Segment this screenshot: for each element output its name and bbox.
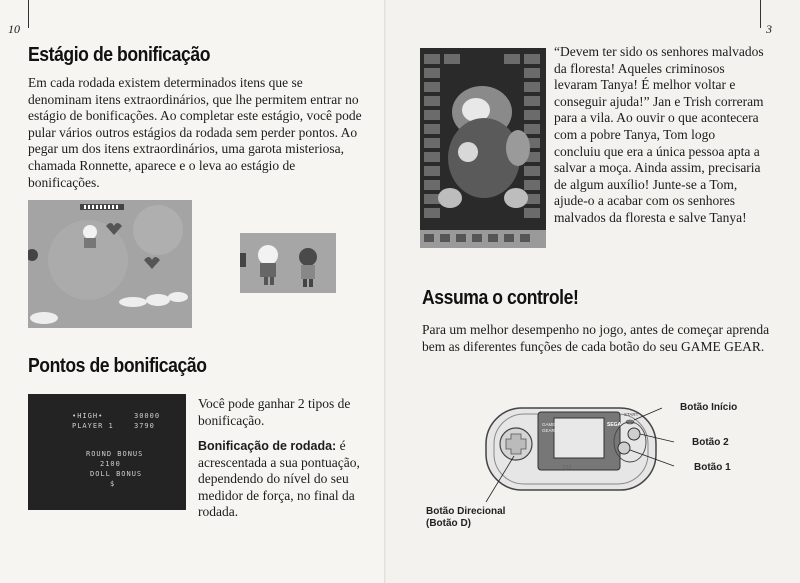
bonus-stage-heading: Estágio de bonificação [28, 44, 211, 66]
round-bonus-description [198, 438, 366, 521]
doll-bonus-value: $ [110, 480, 116, 488]
story-screenshot [420, 48, 546, 248]
dpad-label: Botão Direcional [426, 506, 506, 517]
controls-paragraph: Para um melhor desempenho no jogo, antes de começar aprenda bem as diferentes funções de cada botão do seu GAME GEAR. [422, 322, 770, 354]
left-page [0, 0, 386, 583]
svg-text:GAME: GAME [542, 422, 556, 427]
bonus-stage-characters-screenshot [240, 233, 336, 293]
start-button-text: START [624, 412, 639, 417]
crop-mark [28, 0, 29, 28]
svg-text:GEAR: GEAR [542, 428, 555, 433]
hi-score: 30000 [134, 412, 161, 420]
button-2-icon [628, 428, 640, 440]
button-1-label: Botão 1 [694, 462, 731, 473]
right-page [386, 0, 800, 583]
bonus-score-screen [28, 394, 186, 510]
hi-label: •HIGH• [72, 412, 104, 420]
crop-mark-right [760, 0, 761, 28]
dpad-label-sub: (Botão D) [426, 518, 471, 529]
page-number-left: 10 [8, 22, 20, 36]
round-bonus-text: é acrescentada a sua pontuação, dependendo do nível do seu medidor de força, no final da rodada. [198, 438, 360, 520]
page-number-right: 3 [766, 22, 772, 36]
round-bonus-label: ROUND BONUS [86, 450, 144, 458]
bonus-types-intro: Você pode ganhar 2 tipos de bonificação. [198, 396, 351, 428]
button-1-icon [618, 442, 630, 454]
start-button-label: Botão Início [680, 402, 738, 413]
bonus-stage-screenshot [28, 200, 192, 328]
round-bonus-value: 2100 [100, 460, 121, 468]
controls-heading: Assuma o controle! [422, 287, 579, 309]
brand-logo: SEGA [607, 422, 622, 428]
round-bonus-term: Bonificação de rodada: [198, 439, 337, 453]
bonus-points-heading: Pontos de bonificação [28, 355, 207, 377]
button-2-label: Botão 2 [692, 437, 729, 448]
player-score: 3790 [134, 422, 155, 430]
game-gear-diagram [466, 396, 706, 506]
story-paragraph: “Devem ter sido os senhores malvados da floresta! Aqueles criminosos levaram Tanya! É melhor voltar e conseguir ajuda!” Jan e Trish correram para a vila. Ao ouvir o que acontecera com a pobre Tanya, Tom logo concluiu que era a única pessoa apta a salvar a moça. Ainda assim, precisaria de algum auxílio! Junte-se a Tom, ajude-o a acabar com os senhores malvados da floresta e salve Tanya! [554, 44, 764, 225]
player-label: PLAYER 1 [72, 422, 114, 430]
bonus-stage-paragraph: Em cada rodada existem determinados itens que se denominam itens extraordinários, que lhe permitem entrar no estágio de bonificações. Ao completar este estágio, você pode pular vários outros estágios da rodada sem perder pontos. Ao pegar um dos itens extraordinários, uma garota misteriosa, chamada Ronnette, aparece e o leva ao estágio de bonificações. [28, 75, 362, 190]
doll-bonus-label: DOLL BONUS [90, 470, 143, 478]
